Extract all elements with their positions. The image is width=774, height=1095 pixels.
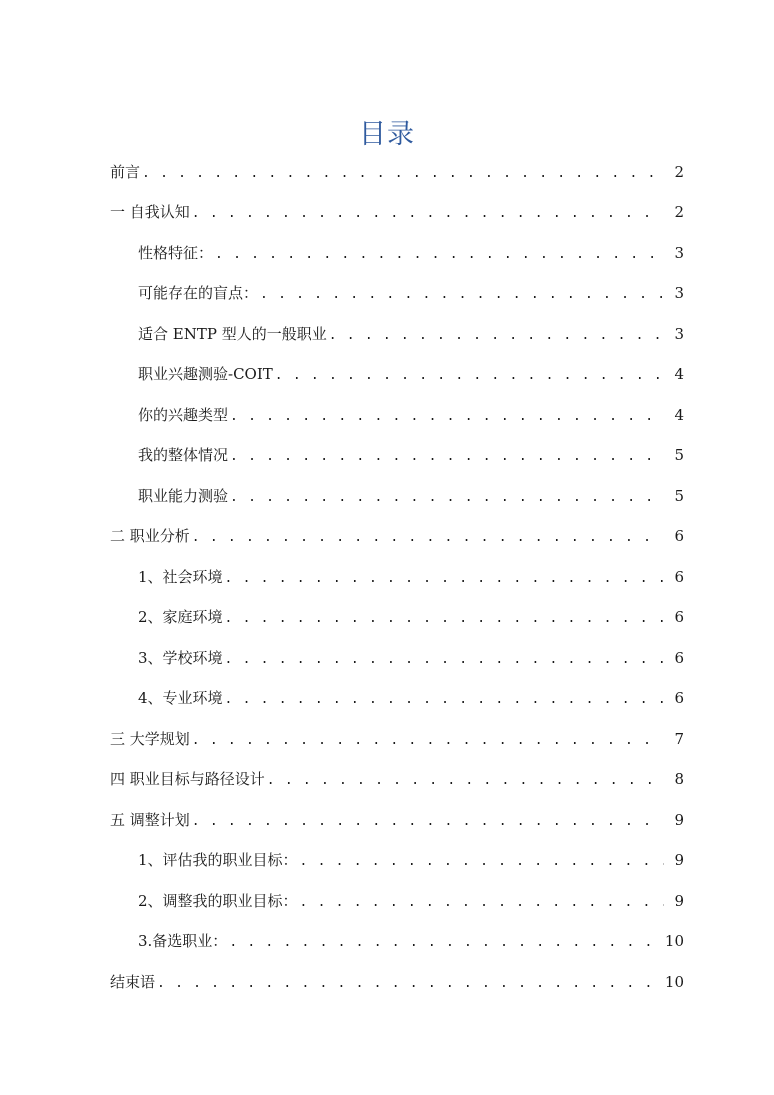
- dot-leader: [275, 364, 664, 388]
- toc-entry-university-planning[interactable]: [110, 727, 684, 751]
- toc-entry-label: 五 调整计划: [110, 811, 190, 829]
- toc-entry-entp-careers[interactable]: [138, 322, 684, 346]
- toc-entry-school-environment[interactable]: [138, 646, 684, 670]
- toc-entry-label: 职业能力测验: [138, 487, 229, 505]
- toc-entry-conclusion[interactable]: [110, 970, 684, 994]
- dot-leader: [300, 891, 664, 915]
- toc-entry-blind-spots[interactable]: [138, 281, 684, 305]
- dot-leader: [192, 729, 664, 753]
- toc-entry-page: 6: [674, 527, 684, 545]
- toc-entry-page: 6: [674, 649, 684, 667]
- toc-entry-personality-traits[interactable]: [138, 241, 684, 265]
- toc-entry-family-environment[interactable]: [138, 605, 684, 629]
- toc-entry-page: 9: [674, 892, 684, 910]
- dot-leader: [300, 850, 664, 874]
- toc-entry-page: 3: [674, 284, 684, 302]
- toc-entry-ability-test[interactable]: [138, 484, 684, 508]
- toc-entry-label: 三 大学规划: [110, 730, 190, 748]
- toc-entry-label: 你的兴趣类型: [138, 406, 229, 424]
- toc-entry-label: 2、家庭环境: [138, 608, 223, 626]
- toc-entry-page: 6: [674, 689, 684, 707]
- toc-entry-page: 9: [674, 851, 684, 869]
- toc-entry-page: 10: [664, 973, 684, 991]
- toc-entry-evaluate-goals[interactable]: [138, 848, 684, 872]
- dot-leader: [225, 688, 664, 712]
- toc-entry-page: 2: [674, 203, 684, 221]
- toc-entry-page: 4: [674, 365, 684, 383]
- toc-entry-label: 性格特征：: [138, 244, 214, 262]
- toc-entry-adjust-goals[interactable]: [138, 889, 684, 913]
- dot-leader: [215, 243, 664, 267]
- toc-entry-label: 四 职业目标与路径设计: [110, 770, 265, 788]
- dot-leader: [225, 567, 664, 591]
- toc-entry-label: 可能存在的盲点：: [138, 284, 259, 302]
- toc-entry-coit-test[interactable]: [138, 362, 684, 386]
- toc-entry-label: 适合 ENTP 型人的一般职业: [138, 325, 327, 343]
- toc-entry-social-environment[interactable]: [138, 565, 684, 589]
- toc-title: 目录: [359, 119, 415, 150]
- toc-entry-alternative-careers[interactable]: [138, 929, 684, 953]
- dot-leader: [329, 324, 664, 348]
- toc-entry-page: 5: [674, 446, 684, 464]
- dot-leader: [192, 526, 664, 550]
- dot-leader: [142, 162, 664, 186]
- toc-entry-label: 1、评估我的职业目标：: [138, 851, 298, 869]
- toc-entry-page: 9: [674, 811, 684, 829]
- toc-entry-page: 4: [674, 406, 684, 424]
- toc-entry-adjustment-plan[interactable]: [110, 808, 684, 832]
- toc-entry-self-awareness[interactable]: [110, 200, 684, 224]
- toc-entry-page: 2: [674, 163, 684, 181]
- toc-entry-page: 3: [674, 325, 684, 343]
- dot-leader: [230, 445, 664, 469]
- toc-entry-label: 二 职业分析: [110, 527, 190, 545]
- toc-entry-page: 6: [674, 568, 684, 586]
- toc-entry-page: 7: [674, 730, 684, 748]
- toc-entry-label: 3.备选职业：: [138, 932, 228, 950]
- toc-entry-overall-situation[interactable]: [138, 443, 684, 467]
- toc-entry-label: 1、社会环境: [138, 568, 223, 586]
- dot-leader: [260, 283, 664, 307]
- toc-entry-interest-type[interactable]: [138, 403, 684, 427]
- toc-entry-label: 3、学校环境: [138, 649, 223, 667]
- toc-entry-label: 我的整体情况: [138, 446, 229, 464]
- toc-entry-label: 4、专业环境: [138, 689, 223, 707]
- dot-leader: [267, 769, 664, 793]
- toc-entry-label: 结束语: [110, 973, 156, 991]
- toc-entry-preface[interactable]: [110, 160, 684, 184]
- dot-leader: [230, 486, 664, 510]
- toc-entry-page: 5: [674, 487, 684, 505]
- toc-entry-career-analysis[interactable]: [110, 524, 684, 548]
- dot-leader: [192, 202, 664, 226]
- dot-leader: [225, 648, 664, 672]
- toc-entry-major-environment[interactable]: [138, 686, 684, 710]
- toc-entry-page: 6: [674, 608, 684, 626]
- toc-entry-page: 8: [674, 770, 684, 788]
- toc-entry-page: 3: [674, 244, 684, 262]
- toc-entry-page: 10: [664, 932, 684, 950]
- dot-leader: [225, 607, 664, 631]
- toc-entry-career-goals[interactable]: [110, 767, 684, 791]
- toc-entry-label: 2、调整我的职业目标：: [138, 892, 298, 910]
- dot-leader: [229, 931, 659, 955]
- dot-leader: [230, 405, 664, 429]
- dot-leader: [157, 972, 659, 996]
- toc-entry-label: 前言: [110, 163, 141, 181]
- toc-entry-label: 职业兴趣测验-COIT: [138, 365, 273, 383]
- toc-entry-label: 一 自我认知: [110, 203, 190, 221]
- dot-leader: [192, 810, 664, 834]
